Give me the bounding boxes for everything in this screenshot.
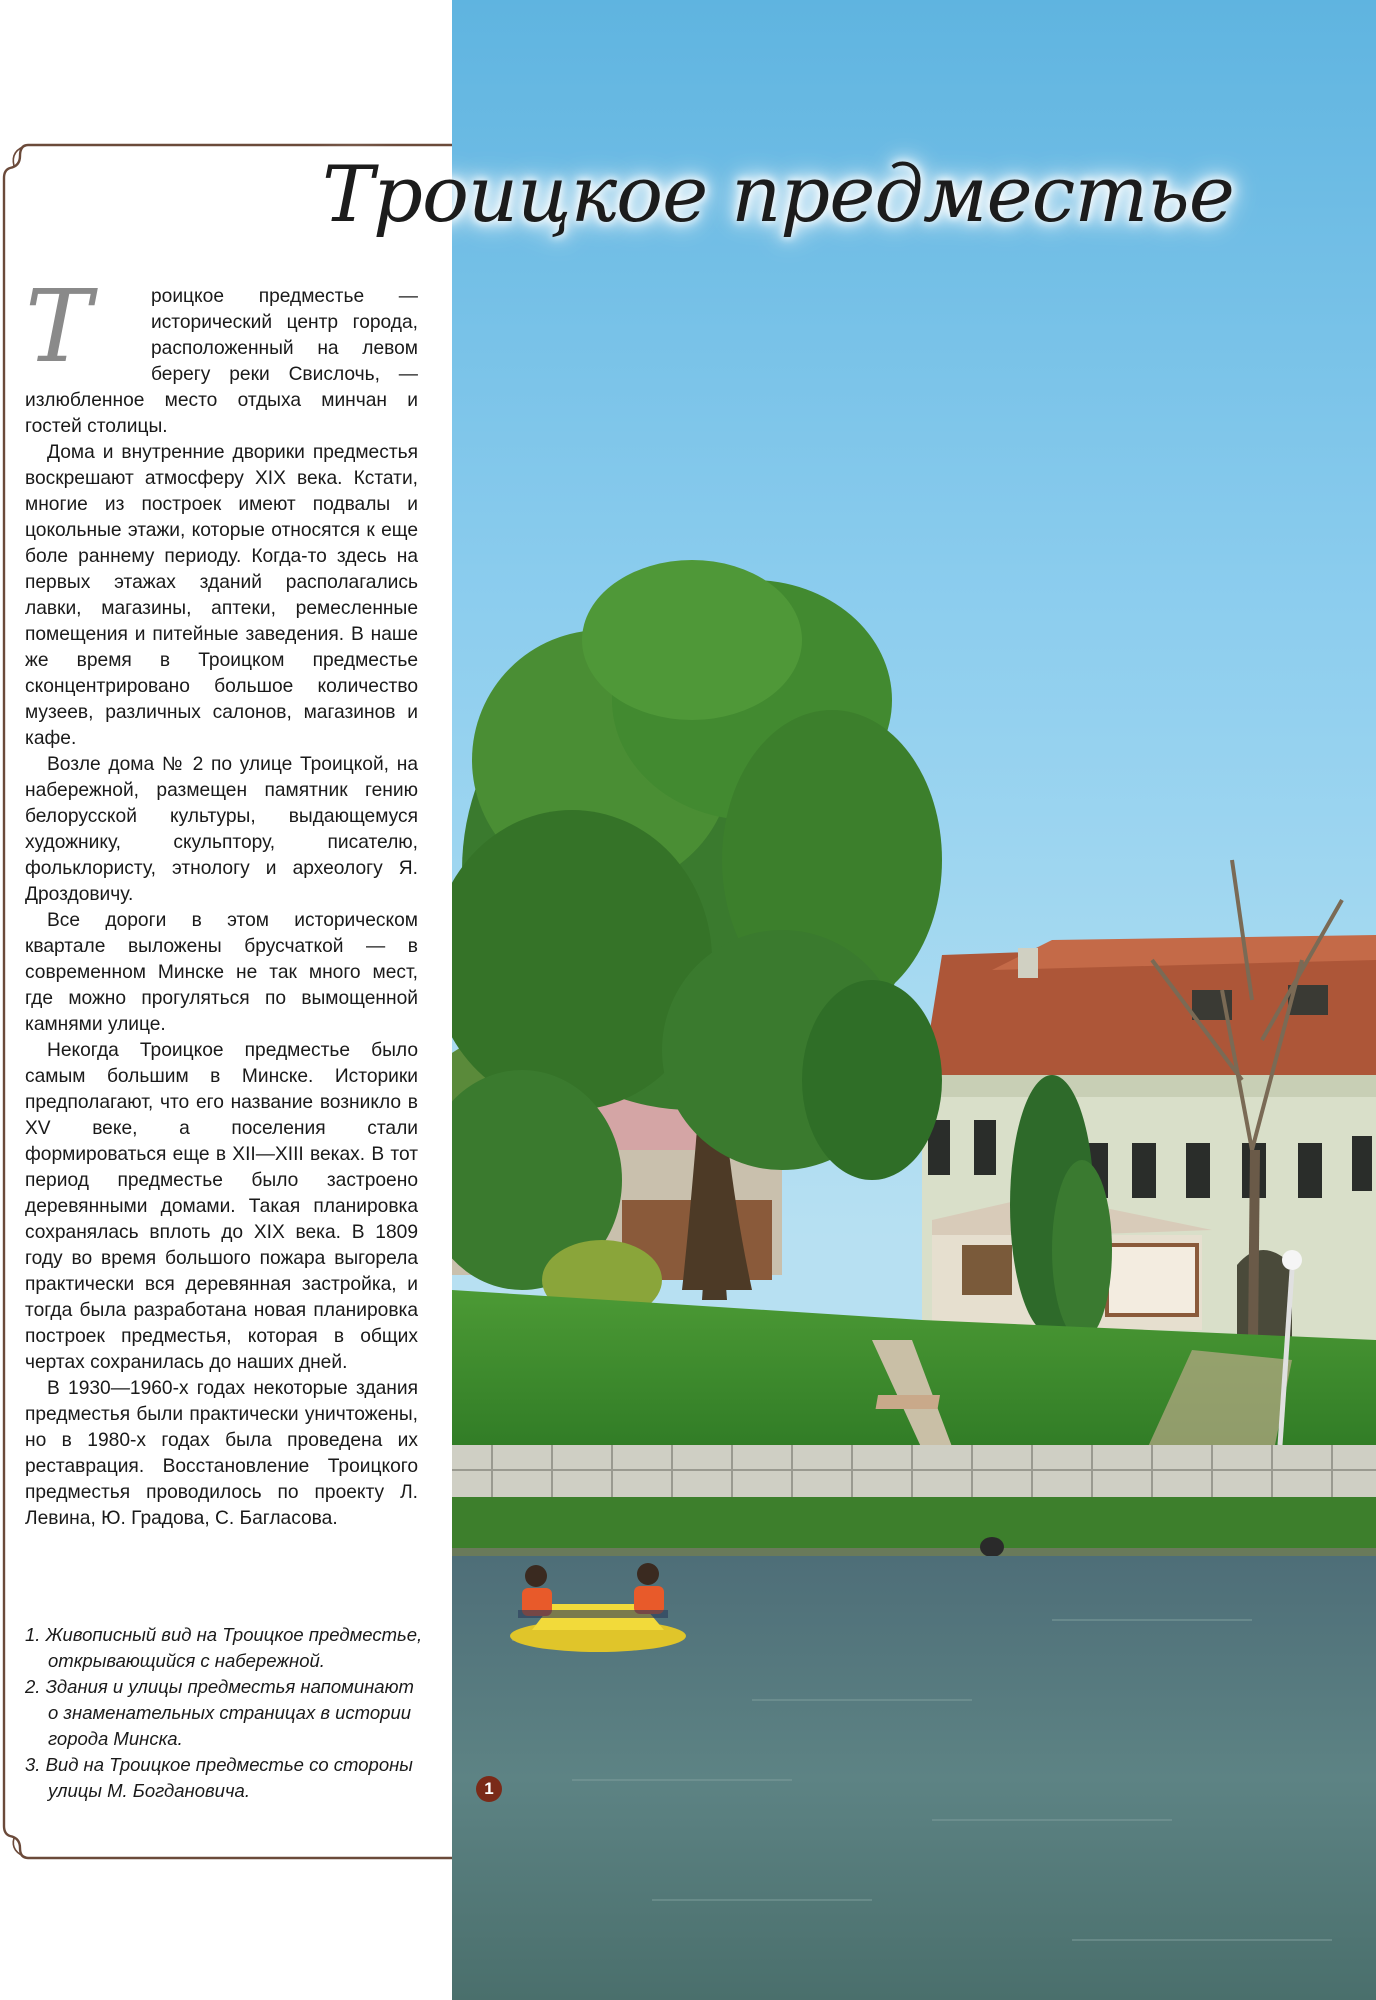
article-body	[25, 268, 418, 1532]
historic-house	[922, 935, 1376, 1345]
photo-captions	[25, 1622, 425, 1804]
large-tree	[452, 560, 942, 1300]
article-paragraph-2: Дома и внутренние дворики предместья воскрешают атмосферу XIX века. Кстати, многие из построек имеют подвалы и цокольные этажи, которые относятся к еще боле раннему периоду. Когда-то здесь на первых этажах зданий располагались лавки, магазины, аптеки, ремесленные помещения и питейные заведения. В наше же время в Троицком предместье сконцентрировано большое количество музеев, различных салонов, магазинов и кафе.	[25, 442, 418, 749]
drop-cap: Т	[25, 268, 88, 385]
photo-trinity-suburb	[452, 0, 1376, 2000]
text-panel	[0, 0, 452, 2000]
article-paragraph-6: В 1930—1960-х годах некоторые здания предместья были практически уничтожены, но в 1980-х годах была проведена их реставрация. Восстановление Троицкого предместья проводилось по проекту Л. Левина, Ю. Градова, С. Багласова.	[25, 1378, 418, 1529]
caption-1: 1. Живописный вид на Троицкое предместье, открывающийся с набережной.	[25, 1624, 423, 1671]
caption-2: 2. Здания и улицы предместья напоминают о знаменательных страницах в истории города Минска.	[25, 1676, 414, 1749]
article-paragraph-3: Возле дома № 2 по улице Троицкой, на набережной, размещен памятник гению белорусской культуры, выдающемуся художнику, скульптору, писателю, фольклористу, этнологу и археологу Я. Дроздовичу.	[25, 754, 418, 905]
paragraph-text: роицкое предместье — исторический центр города, расположенный на левом берегу реки Свислочь, — излюбленное место отдыха минчан и гостей столицы.	[25, 286, 418, 437]
article-paragraph-4: Все дороги в этом историческом квартале выложены брусчаткой — в современном Минске не так много мест, где можно прогуляться по вымощенной камнями улице.	[25, 910, 418, 1035]
caption-3: 3. Вид на Троицкое предместье со стороны улицы М. Богдановича.	[25, 1754, 413, 1801]
article-paragraph-1	[25, 268, 418, 440]
article-paragraph-5: Некогда Троицкое предместье было самым большим в Минске. Историки предполагают, что его название возникло в XV веке, а поселения стали формироваться еще в XII—XIII веках. В тот период предместье было застроено деревянными домами. Такая планировка сохранялась вплоть до XIX века. В 1809 году во время большого пожара выгорела практически вся деревянная застройка, и тогда была разработана новая планировка построек предместья, которая в общих чертах сохранилась до наших дней.	[25, 1040, 418, 1373]
photo-illustration	[452, 0, 1376, 2000]
photo-number-badge: 1	[476, 1776, 502, 1802]
page-title: Троицкое предместье	[322, 150, 1234, 240]
